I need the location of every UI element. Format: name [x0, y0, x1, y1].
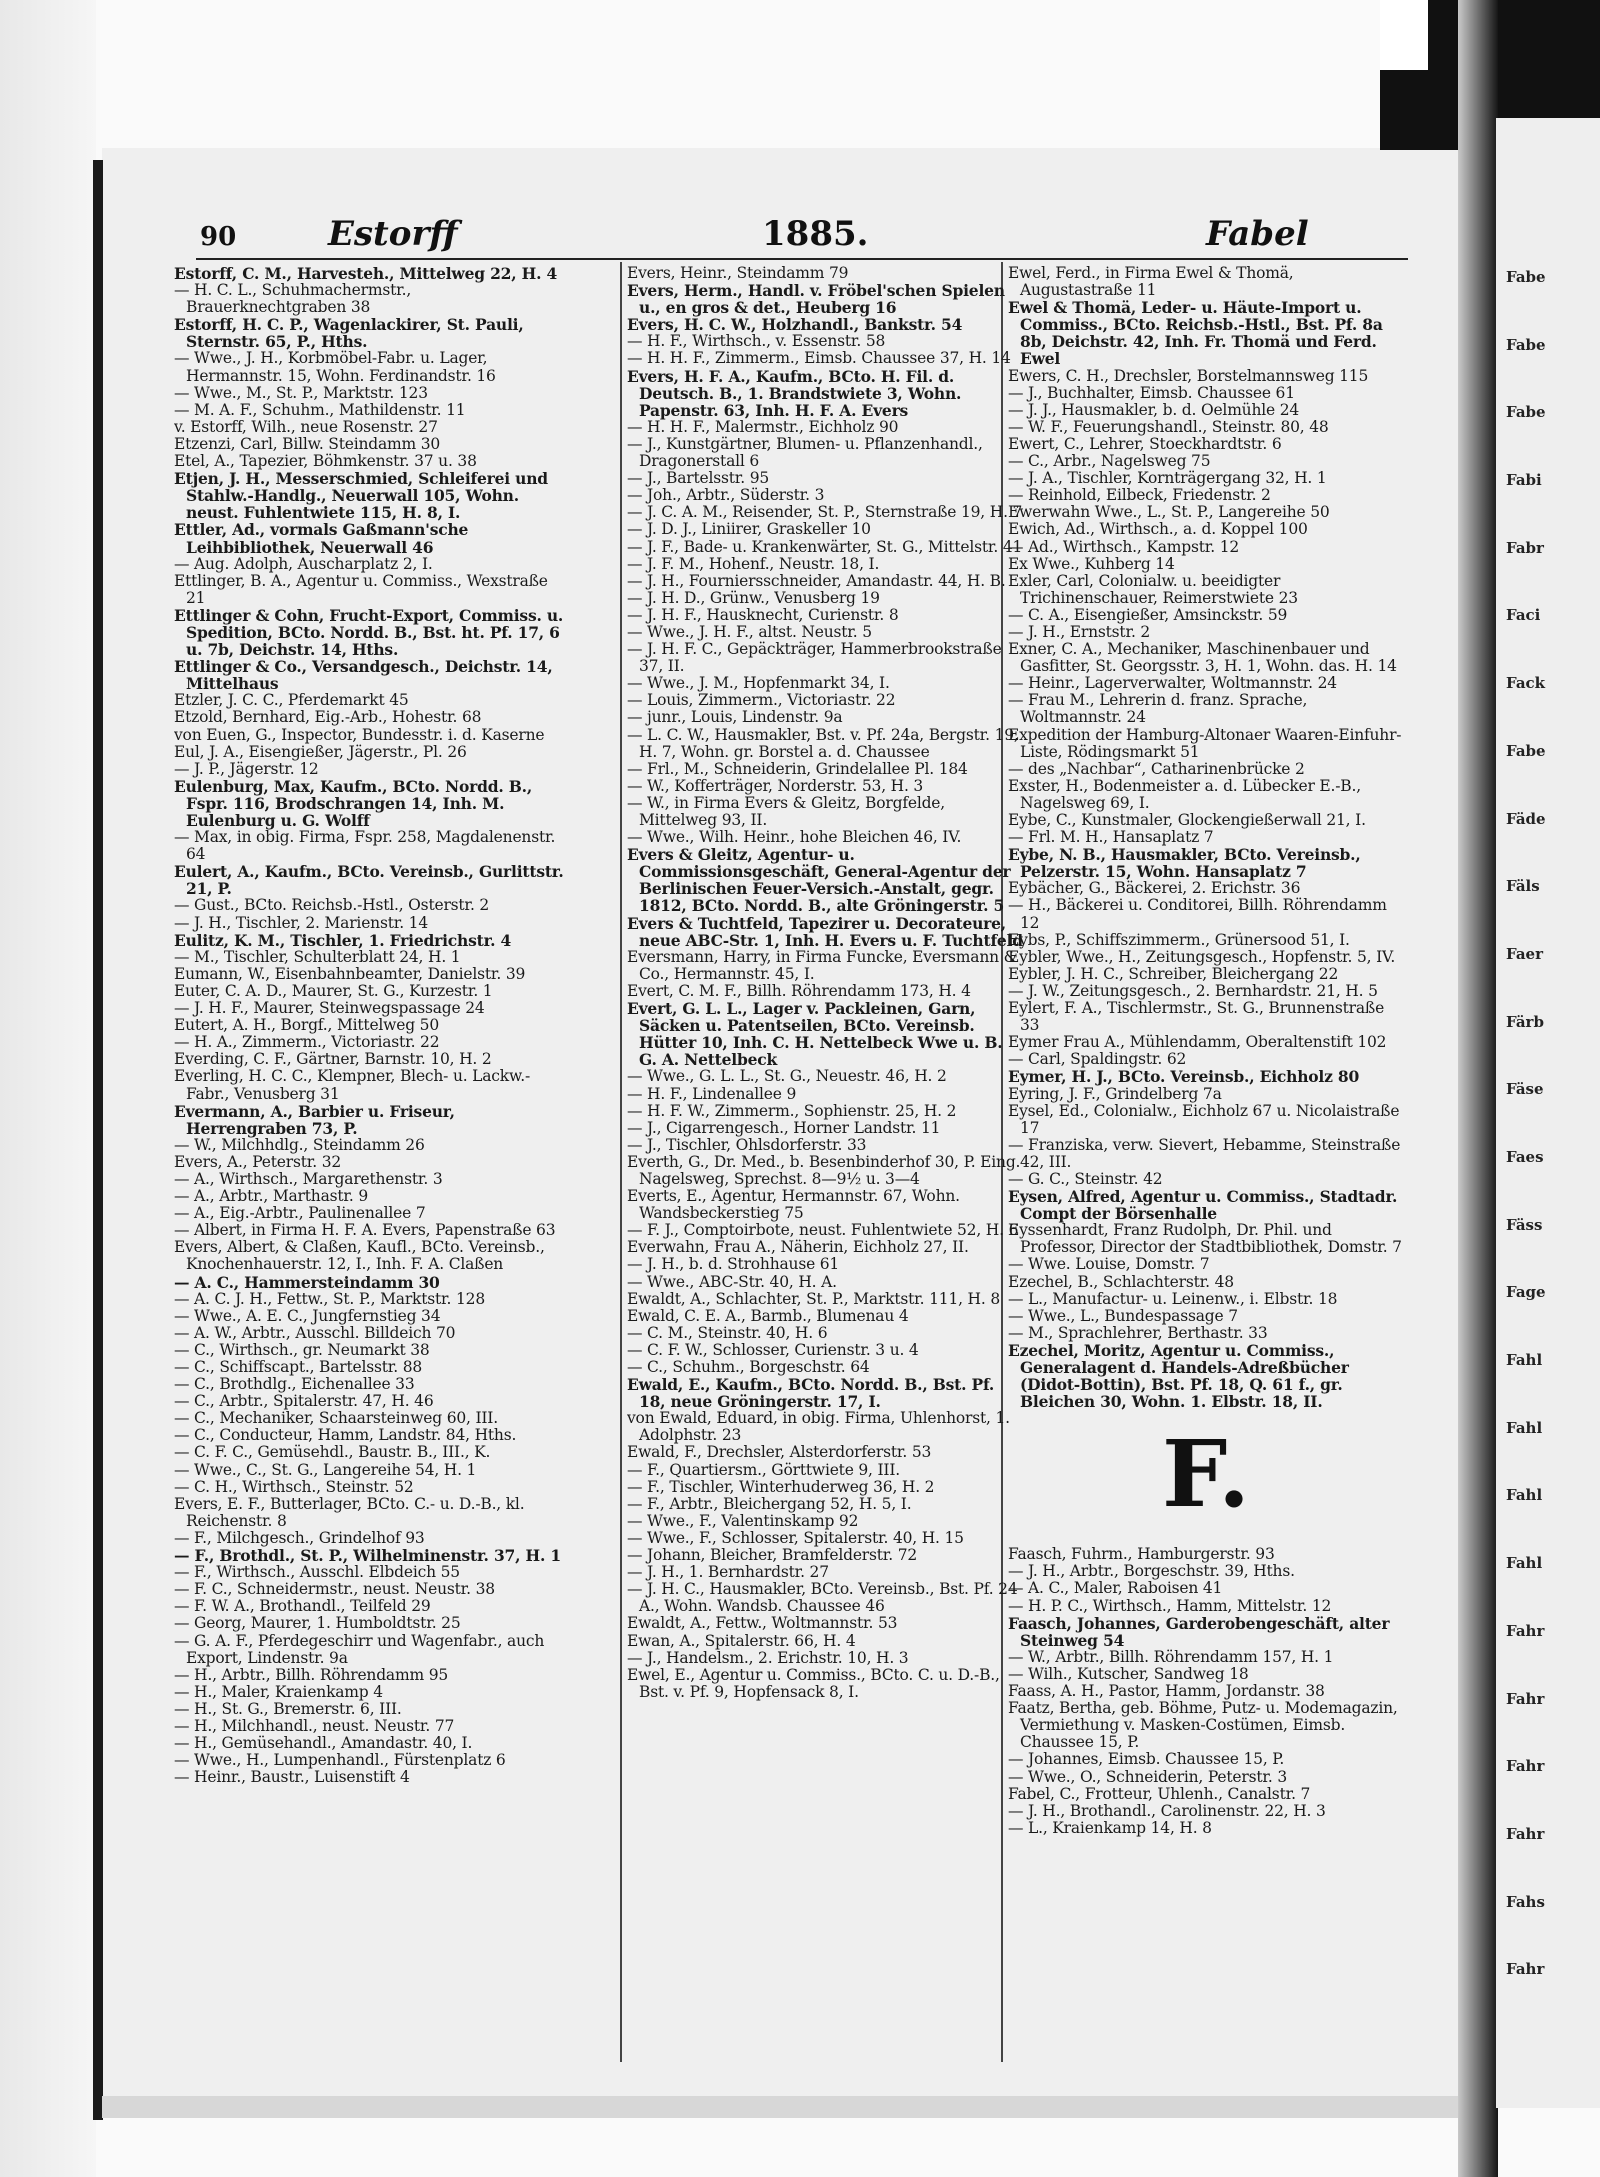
column-right — [1008, 265, 1404, 2055]
header-rule — [196, 258, 1408, 260]
directory-entry: — W., Milchhdlg., Steindamm 26 — [174, 1135, 425, 1154]
directory-entry: — M. A. F., Schuhm., Mathildenstr. 11 — [174, 400, 466, 419]
book-gutter — [1458, 0, 1498, 2177]
directory-entry: Evert, C. M. F., Billh. Röhrendamm 173, H. 4 — [627, 981, 971, 1000]
directory-entry: — J. P., Jägerstr. 12 — [174, 759, 319, 778]
directory-entry: — G. C., Steinstr. 42 — [1008, 1169, 1163, 1188]
directory-entry: Eul, J. A., Eisengießer, Jägerstr., Pl. 26 — [174, 742, 467, 761]
directory-entry: — J. H., b. d. Strohhause 61 — [627, 1255, 840, 1274]
directory-entry: — C. F. W., Schlosser, Curienstr. 3 u. 4 — [627, 1340, 919, 1359]
facing-page-fragment: Faes — [1506, 1148, 1544, 1166]
directory-entry: — F., Arbtr., Bleichergang 52, H. 5, I. — [627, 1494, 912, 1513]
directory-entry: — J. H. D., Grünw., Venusberg 19 — [627, 588, 880, 607]
directory-entry: — H. H. F., Malermstr., Eichholz 90 — [627, 417, 899, 436]
directory-entry: — F., Quartiersm., Görttwiete 9, III. — [627, 1460, 901, 1479]
column-left — [174, 265, 570, 2055]
directory-entry: Eutert, A. H., Borgf., Mittelweg 50 — [174, 1016, 439, 1035]
directory-entry: Evers, Albert, & Claßen, Kaufl., BCto. Vereinsb., Knochenhauerstr. 12, I., Inh. F. A. Claßen — [174, 1238, 545, 1274]
directory-entry: Ezechel, B., Schlachterstr. 48 — [1008, 1272, 1234, 1291]
column-rule-1 — [620, 262, 622, 2062]
directory-entry: — C., Arbr., Nagelsweg 75 — [1008, 452, 1211, 471]
directory-entry: Ewich, Ad., Wirthsch., a. d. Koppel 100 — [1008, 520, 1308, 539]
directory-entry: Expedition der Hamburg-Altonaer Waaren-Einfuhr-Liste, Rödingsmarkt 51 — [1008, 725, 1402, 761]
directory-entry: Eybler, Wwe., H., Zeitungsgesch., Hopfenstr. 5, IV. — [1008, 947, 1396, 966]
directory-entry: Eybe, C., Kunstmaler, Glockengießerwall 21, I. — [1008, 811, 1366, 829]
directory-entry: — J. H. F., Maurer, Steinwegspassage 24 — [174, 999, 485, 1018]
directory-entry: Euter, C. A. D., Maurer, St. G., Kurzestr. 1 — [174, 981, 493, 1000]
directory-entry: — H. F. W., Zimmerm., Sophienstr. 25, H. 2 — [627, 1101, 957, 1120]
page-number: 90 — [200, 222, 237, 252]
directory-entry: — Wwe., J. H. F., altst. Neustr. 5 — [627, 622, 872, 641]
directory-entry: — J. H. F. C., Gepäckträger, Hammerbrookstraße 37, II. — [627, 640, 1002, 676]
directory-entry: — Wwe., F., Schlosser, Spitalerstr. 40, H. 15 — [627, 1528, 964, 1547]
facing-page-fragment: Fabe — [1506, 268, 1546, 286]
facing-page-fragment: Fäss — [1506, 1216, 1543, 1234]
directory-entry: — C. M., Steinstr. 40, H. 6 — [627, 1323, 828, 1342]
directory-entry: Evers & Gleitz, Agentur- u. Commissionsgeschäft, General-Agentur der Berlinischen Feuer-Versich.-Anstalt, gegr. 1812, BCto. Nordd. B., alte Gröningerstr. 5 — [627, 845, 1011, 916]
directory-entry: — F., Tischler, Winterhuderweg 36, H. 2 — [627, 1477, 935, 1496]
directory-entry: Evers, H. F. A., Kaufm., BCto. H. Fil. d. Deutsch. B., 1. Brandstwiete 3, Wohn. Papenstr. 63, Inh. H. F. A. Evers — [627, 366, 962, 420]
directory-entry: Eybächer, G., Bäckerei, 2. Erichstr. 36 — [1008, 879, 1301, 898]
directory-entry: — J. F. M., Hohenf., Neustr. 18, I. — [627, 554, 880, 573]
right-running-heading: Fabel — [1206, 214, 1309, 254]
directory-entry: — J. H. F., Hausknecht, Curienstr. 8 — [627, 605, 899, 624]
directory-entry: — junr., Louis, Lindenstr. 9a — [627, 708, 843, 727]
directory-entry: Ewerwahn Wwe., L., St. P., Langereihe 50 — [1008, 503, 1330, 522]
directory-entry: — W., Kofferträger, Norderstr. 53, H. 3 — [627, 776, 924, 795]
facing-page-fragment: Fahs — [1506, 1893, 1545, 1911]
directory-entry: — J. F., Bade- u. Krankenwärter, St. G., Mittelstr. 41 — [627, 537, 1023, 556]
directory-entry: — C. F. C., Gemüsehdl., Baustr. B., III., K. — [174, 1443, 491, 1462]
directory-entry: Ezechel, Moritz, Agentur u. Commiss., Generalagent d. Handels-Adreßbücher (Didot-Bottin), Bst. Pf. 18, Q. 61 f., gr. Bleichen 30, Wohn. 1. Elbstr. 18, II. — [1008, 1340, 1349, 1412]
directory-entry: — Georg, Maurer, 1. Humboldtstr. 25 — [174, 1614, 461, 1633]
directory-entry: Estorff, C. M., Harvesteh., Mittelweg 22, H. 4 — [174, 265, 558, 283]
directory-entry: — C., Schuhm., Borgeschstr. 64 — [627, 1358, 870, 1376]
directory-entry: — J. H., Ernststr. 2 — [1008, 622, 1151, 641]
directory-entry: Exner, C. A., Mechaniker, Maschinenbauer und Gasfitter, St. Georgsstr. 3, H. 1, Wohn. das. H. 14 — [1008, 640, 1397, 676]
directory-entry: — H. P. C., Wirthsch., Hamm, Mittelstr. 12 — [1008, 1596, 1332, 1615]
directory-entry: Eymer, H. J., BCto. Vereinsb., Eichholz 80 — [1008, 1067, 1360, 1087]
directory-entry: — Wwe., H., Lumpenhandl., Fürstenplatz 6 — [174, 1751, 506, 1770]
directory-entry: — Wwe., L., Bundespassage 7 — [1008, 1306, 1238, 1325]
directory-entry: — Wwe., J. H., Korbmöbel-Fabr. u. Lager, Hermannstr. 15, Wohn. Ferdinandstr. 16 — [174, 349, 496, 385]
directory-entry: Evers, Heinr., Steindamm 79 — [627, 265, 849, 282]
directory-entry: — J., Kunstgärtner, Blumen- u. Pflanzenhandl., Dragonerstall 6 — [627, 434, 983, 471]
directory-entry: Evers, Herm., Handl. v. Fröbel'schen Spielen u., en gros & det., Heuberg 16 — [627, 281, 1005, 318]
directory-entry: — A., Eig.-Arbtr., Paulinenallee 7 — [174, 1204, 426, 1223]
section-letter-f: F. — [1161, 1420, 1251, 1529]
directory-entry: Eymer Frau A., Mühlendamm, Oberaltenstift 102 — [1008, 1033, 1387, 1052]
directory-entry: — Albert, in Firma H. F. A. Evers, Papenstraße 63 — [174, 1221, 556, 1240]
directory-entry: Eyssenhardt, Franz Rudolph, Dr. Phil. und Professor, Director der Stadtbibliothek, Domstr. 7 — [1008, 1221, 1402, 1257]
directory-entry: — Johannes, Eimsb. Chaussee 15, P. — [1008, 1750, 1285, 1769]
directory-entry: Ewald, C. E. A., Barmb., Blumenau 4 — [627, 1306, 909, 1325]
facing-page-fragment: Fäls — [1506, 877, 1540, 895]
directory-entry: Everwahn, Frau A., Näherin, Eichholz 27, II. — [627, 1238, 969, 1257]
facing-page-fragment: Fabe — [1506, 742, 1546, 760]
directory-entry: — Wwe., O., Schneiderin, Peterstr. 3 — [1008, 1767, 1287, 1786]
directory-entry: — A. W., Arbtr., Ausschl. Billdeich 70 — [174, 1323, 456, 1342]
directory-entry: — H., Arbtr., Billh. Röhrendamm 95 — [174, 1665, 449, 1684]
directory-entry: — J., Buchhalter, Eimsb. Chaussee 61 — [1008, 383, 1295, 402]
directory-entry: — Louis, Zimmerm., Victoriastr. 22 — [627, 691, 896, 710]
directory-entry: — C., Wirthsch., gr. Neumarkt 38 — [174, 1340, 430, 1359]
directory-entry: — Wwe., Wilh. Heinr., hohe Bleichen 46, IV. — [627, 828, 962, 847]
directory-entry: — J. W., Zeitungsgesch., 2. Bernhardstr. 21, H. 5 — [1008, 981, 1378, 1000]
directory-entry: Faatz, Bertha, geb. Böhme, Putz- u. Modemagazin, Vermiethung v. Masken-Costümen, Eimsb. Chaussee 15, P. — [1008, 1699, 1398, 1752]
directory-entry: Exler, Carl, Colonialw. u. beeidigter Trichinenschauer, Reimerstwiete 23 — [1008, 571, 1298, 607]
directory-entry: — C., Schiffscapt., Bartelsstr. 88 — [174, 1358, 423, 1376]
directory-entry: — H., Milchhandl., neust. Neustr. 77 — [174, 1716, 455, 1735]
left-margin-shadow — [0, 0, 96, 2177]
directory-entry: Everling, H. C. C., Klempner, Blech- u. Lackw.-Fabr., Venusberg 31 — [174, 1067, 530, 1103]
directory-entry: — J. H., Arbtr., Borgeschstr. 39, Hths. — [1008, 1562, 1295, 1581]
directory-entry: Faasch, Fuhrm., Hamburgerstr. 93 — [1008, 1545, 1275, 1564]
directory-entry: Everding, C. F., Gärtner, Barnstr. 10, H. 2 — [174, 1050, 492, 1069]
directory-entry: Ewaldt, A., Fettw., Woltmannstr. 53 — [627, 1614, 898, 1633]
directory-entry: — Carl, Spaldingstr. 62 — [1008, 1050, 1187, 1069]
directory-entry: Faass, A. H., Pastor, Hamm, Jordanstr. 38 — [1008, 1682, 1325, 1701]
directory-entry: — J. D. J., Liniirer, Graskeller 10 — [627, 520, 871, 539]
directory-entry: — A. C. J. H., Fettw., St. P., Marktstr. 128 — [174, 1289, 485, 1308]
directory-entry: Everth, G., Dr. Med., b. Besenbinderhof 30, P. Eing. Nagelsweg, Sprechst. 8—9½ u. 3—4 — [627, 1152, 1021, 1188]
directory-entry: Ewers, C. H., Drechsler, Borstelmannsweg 115 — [1008, 366, 1369, 385]
directory-entry: — C., Conducteur, Hamm, Landstr. 84, Hths. — [174, 1426, 517, 1445]
directory-entry: Fabel, C., Frotteur, Uhlenh., Canalstr. 7 — [1008, 1784, 1311, 1803]
directory-entry: Faasch, Johannes, Garderobengeschäft, alter Steinweg 54 — [1008, 1613, 1390, 1650]
page-edge-shadow — [93, 160, 103, 2120]
directory-entry: Eybs, P., Schiffszimmerm., Grünersood 51, I. — [1008, 930, 1350, 949]
directory-entry: Ettler, Ad., vormals Gaßmann'sche Leihbibliothek, Neuerwall 46 — [174, 520, 469, 557]
directory-entry: Ewert, C., Lehrer, Stoeckhardtstr. 6 — [1008, 434, 1282, 453]
directory-entry: — L. C. W., Hausmakler, Bst. v. Pf. 24a, Bergstr. 19, H. 7, Wohn. gr. Borstel a. d. Chaussee — [627, 725, 1019, 761]
directory-entry: Everts, E., Agentur, Hermannstr. 67, Wohn. Wandsbeckerstieg 75 — [627, 1187, 960, 1223]
directory-entry: — J. J., Hausmakler, b. d. Oelmühle 24 — [1008, 400, 1300, 419]
directory-entry: — J., Bartelsstr. 95 — [627, 469, 770, 488]
directory-entry: von Ewald, Eduard, in obig. Firma, Uhlenhorst, 1. Adolphstr. 23 — [627, 1409, 1010, 1445]
year-heading: 1885. — [762, 214, 869, 254]
facing-page-fragment: Fahl — [1506, 1486, 1543, 1504]
directory-entry: Evers, E. F., Butterlager, BCto. C.- u. D.-B., kl. Reichenstr. 8 — [174, 1494, 525, 1530]
directory-entry: — Wwe., J. M., Hopfenmarkt 34, I. — [627, 674, 890, 693]
directory-entry: — Wilh., Kutscher, Sandweg 18 — [1008, 1664, 1249, 1683]
directory-entry: — W. F., Feuerungshandl., Steinstr. 80, 48 — [1008, 417, 1329, 436]
left-running-heading: Estorff — [328, 214, 458, 254]
directory-entry: — Max, in obig. Firma, Fspr. 258, Magdalenenstr. 64 — [174, 828, 556, 864]
directory-entry: Estorff, H. C. P., Wagenlackirer, St. Pauli, Sternstr. 65, P., Hths. — [174, 315, 524, 352]
facing-page-fragment: Fahl — [1506, 1351, 1543, 1369]
directory-entry: — Joh., Arbtr., Süderstr. 3 — [627, 486, 825, 505]
directory-entry: Exster, H., Bodenmeister a. d. Lübecker E.-B., Nagelsweg 69, I. — [1008, 776, 1361, 812]
directory-entry: — F., Wirthsch., Ausschl. Elbdeich 55 — [174, 1563, 460, 1582]
scanner-white-patch — [1380, 0, 1428, 70]
directory-entry: — Wwe., F., Valentinskamp 92 — [627, 1511, 859, 1530]
directory-entry: — H. A., Zimmerm., Victoriastr. 22 — [174, 1033, 440, 1052]
directory-entry: — H., St. G., Bremerstr. 6, III. — [174, 1699, 402, 1718]
directory-entry: — F. C., Schneidermstr., neust. Neustr. 38 — [174, 1580, 495, 1599]
directory-entry: — J. H., Tischler, 2. Marienstr. 14 — [174, 913, 429, 932]
directory-entry: Ewald, E., Kaufm., BCto. Nordd. B., Bst. Pf. 18, neue Gröningerstr. 17, I. — [627, 1375, 995, 1412]
directory-entry: — Frau M., Lehrerin d. franz. Sprache, Woltmannstr. 24 — [1008, 691, 1308, 727]
facing-page-fragment: Fäde — [1506, 810, 1546, 828]
directory-entry: — F., Milchgesch., Grindelhof 93 — [174, 1528, 425, 1547]
directory-entry: — Wwe. Louise, Domstr. 7 — [1008, 1255, 1210, 1274]
directory-entry: — J. H., Fourniersschneider, Amandastr. 44, H. B. — [627, 571, 1006, 590]
directory-entry: — A. C., Hammersteindamm 30 — [174, 1272, 440, 1292]
directory-entry: Ewald, F., Drechsler, Alsterdorferstr. 53 — [627, 1443, 932, 1462]
directory-entry: Ettlinger & Cohn, Frucht-Export, Commiss. u. Spedition, BCto. Nordd. B., Bst. ht. Pf. 17, 6 u. 7b, Deichstr. 14, Hths. — [174, 605, 564, 660]
facing-page-fragment: Fahr — [1506, 1690, 1545, 1708]
directory-entry: — des „Nachbar“, Catharinenbrücke 2 — [1008, 759, 1305, 778]
directory-entry: — C., Mechaniker, Schaarsteinweg 60, III. — [174, 1409, 498, 1428]
directory-entry: — J., Cigarrengesch., Horner Landstr. 11 — [627, 1118, 941, 1137]
directory-entry: Eulert, A., Kaufm., BCto. Vereinsb., Gurlittstr. 21, P. — [174, 862, 564, 899]
facing-page-fragment: Fahr — [1506, 1825, 1545, 1843]
directory-entry: — A., Arbtr., Marthastr. 9 — [174, 1187, 369, 1206]
directory-entry: — Aug. Adolph, Auscharplatz 2, I. — [174, 554, 433, 573]
directory-entry: — Heinr., Baustr., Luisenstift 4 — [174, 1768, 410, 1787]
directory-entry: Eybler, J. H. C., Schreiber, Bleichergang 22 — [1008, 964, 1339, 983]
directory-entry: — Wwe., A. E. C., Jungfernstieg 34 — [174, 1306, 441, 1325]
facing-page-fragment: Fabr — [1506, 539, 1544, 557]
directory-entry: Evers, H. C. W., Holzhandl., Bankstr. 54 — [627, 315, 963, 335]
directory-entry: — J. C. A. M., Reisender, St. P., Sternstraße 19, H. 7 — [627, 503, 1023, 522]
directory-entry: — H. C. L., Schuhmachermstr., Brauerknechtgraben 38 — [174, 281, 412, 317]
directory-entry: Etzenzi, Carl, Billw. Steindamm 30 — [174, 434, 441, 453]
facing-page-fragment: Faci — [1506, 606, 1541, 624]
directory-entry: — Heinr., Lagerverwalter, Woltmannstr. 24 — [1008, 674, 1337, 693]
directory-entry: — Reinhold, Eilbeck, Friedenstr. 2 — [1008, 486, 1271, 505]
directory-entry: Ewel, Ferd., in Firma Ewel & Thomä, Augustastraße 11 — [1008, 265, 1294, 300]
directory-entry: — Johann, Bleicher, Bramfelderstr. 72 — [627, 1546, 918, 1565]
facing-page-fragment: Faer — [1506, 945, 1543, 963]
directory-entry: Ettlinger & Co., Versandgesch., Deichstr. 14, Mittelhaus — [174, 657, 553, 694]
directory-entry: Ewel, E., Agentur u. Commiss., BCto. C. u. D.-B., Bst. v. Pf. 9, Hopfensack 8, I. — [627, 1665, 1000, 1701]
directory-entry: — C. A., Eisengießer, Amsinckstr. 59 — [1008, 605, 1288, 624]
directory-entry: Ewan, A., Spitalerstr. 66, H. 4 — [627, 1631, 856, 1650]
directory-entry: — Wwe., C., St. G., Langereihe 54, H. 1 — [174, 1460, 477, 1479]
directory-entry: Ewaldt, A., Schlachter, St. P., Marktstr. 111, H. 8 — [627, 1289, 1000, 1308]
directory-entry: — J. H., Brothandl., Carolinenstr. 22, H. 3 — [1008, 1801, 1326, 1820]
directory-entry: — Frl. M. H., Hansaplatz 7 — [1008, 828, 1214, 847]
facing-page-fragment: Fahr — [1506, 1960, 1545, 1978]
directory-entry: — L., Manufactur- u. Leinenw., i. Elbstr. 18 — [1008, 1289, 1338, 1308]
directory-entry: von Euen, G., Inspector, Bundesstr. i. d. Kaserne — [174, 725, 545, 744]
facing-page-fragment: Fabe — [1506, 403, 1546, 421]
directory-entry: — Ad., Wirthsch., Kampstr. 12 — [1008, 537, 1240, 556]
directory-entry: — Frl., M., Schneiderin, Grindelallee Pl. 184 — [627, 759, 968, 778]
directory-entry: — F. W. A., Brothandl., Teilfeld 29 — [174, 1597, 431, 1616]
directory-entry: — Wwe., ABC-Str. 40, H. A. — [627, 1272, 837, 1291]
directory-entry: Etjen, J. H., Messerschmied, Schleiferei und Stahlw.-Handlg., Neuerwall 105, Wohn. neust. Fuhlentwiete 115, H. 8, I. — [174, 469, 548, 523]
directory-entry: Ewel & Thomä, Leder- u. Häute-Import u. Commiss., BCto. Reichsb.-Hstl., Bst. Pf. 8a 8b, Deichstr. 42, Inh. Fr. Thomä und Ferd. Ewel — [1008, 298, 1383, 369]
directory-entry: Eybe, N. B., Hausmakler, BCto. Vereinsb., Pelzerstr. 15, Wohn. Hansaplatz 7 — [1008, 845, 1361, 882]
directory-entry: Eylert, F. A., Tischlermstr., St. G., Brunnenstraße 33 — [1008, 999, 1385, 1035]
facing-page-fragment: Fahl — [1506, 1554, 1543, 1572]
directory-entry: — H., Bäckerei u. Conditorei, Billh. Röhrendamm 12 — [1008, 896, 1387, 932]
facing-page-fragment: Färb — [1506, 1013, 1544, 1031]
directory-entry: Etzler, J. C. C., Pferdemarkt 45 — [174, 691, 409, 710]
directory-entry: — C. H., Wirthsch., Steinstr. 52 — [174, 1477, 414, 1496]
directory-entry: — J. A., Tischler, Kornträgergang 32, H. 1 — [1008, 469, 1327, 488]
directory-entry: — F., Brothdl., St. P., Wilhelminenstr. 37, H. 1 — [174, 1546, 561, 1566]
facing-page-fragment: Fahr — [1506, 1757, 1545, 1775]
directory-entry: — J., Tischler, Ohlsdorferstr. 33 — [627, 1135, 867, 1154]
column-middle — [627, 265, 1023, 2055]
directory-entry: — J., Handelsm., 2. Erichstr. 10, H. 3 — [627, 1648, 909, 1667]
page-bottom-edge — [102, 2096, 1480, 2118]
directory-entry: Eulitz, K. M., Tischler, 1. Friedrichstr. 4 — [174, 930, 512, 950]
directory-entry: Evermann, A., Barbier u. Friseur, Herrengraben 73, P. — [174, 1101, 455, 1138]
directory-entry: — Wwe., G. L. L., St. G., Neuestr. 46, H. 2 — [627, 1067, 947, 1086]
directory-entry: — A. C., Maler, Raboisen 41 — [1008, 1579, 1223, 1598]
directory-entry: Eysen, Alfred, Agentur u. Commiss., Stadtadr. Compt der Börsenhalle — [1008, 1187, 1398, 1224]
directory-entry: Eumann, W., Eisenbahnbeamter, Danielstr. 39 — [174, 964, 526, 983]
directory-entry: Etzold, Bernhard, Eig.-Arb., Hohestr. 68 — [174, 708, 482, 727]
directory-entry: — C., Arbtr., Spitalerstr. 47, H. 46 — [174, 1392, 434, 1411]
directory-entry: Etel, A., Tapezier, Böhmkenstr. 37 u. 38 — [174, 452, 477, 471]
directory-entry: — F. J., Comptoirbote, neust. Fuhlentwiete 52, H. 6 — [627, 1221, 1019, 1240]
directory-entry: — M., Sprachlehrer, Berthastr. 33 — [1008, 1323, 1268, 1342]
directory-entry: Eulenburg, Max, Kaufm., BCto. Nordd. B., Fspr. 116, Brodschrangen 14, Inh. M. Eulenburg u. G. Wolff — [174, 776, 533, 830]
directory-entry: — J. H. C., Hausmakler, BCto. Vereinsb., Bst. Pf. 24 A., Wohn. Wandsb. Chaussee 46 — [627, 1580, 1018, 1616]
directory-entry: — H. F., Lindenallee 9 — [627, 1084, 797, 1103]
directory-entry: — Wwe., M., St. P., Marktstr. 123 — [174, 383, 428, 402]
directory-entry: Eysel, Ed., Colonialw., Eichholz 67 u. Nicolaistraße 17 — [1008, 1101, 1400, 1137]
directory-entry: — A., Wirthsch., Margarethenstr. 3 — [174, 1169, 443, 1188]
directory-entry: Ettlinger, B. A., Agentur u. Commiss., Wexstraße 21 — [174, 571, 548, 607]
facing-page-fragment: Fahr — [1506, 1622, 1545, 1640]
facing-page-fragment: Fack — [1506, 674, 1546, 692]
directory-entry: — W., Arbtr., Billh. Röhrendamm 157, H. 1 — [1008, 1647, 1334, 1666]
directory-entry: — G. A. F., Pferdegeschirr und Wagenfabr., auch Export, Lindenstr. 9a — [174, 1631, 545, 1667]
directory-entry: Eyring, J. F., Grindelberg 7a — [1008, 1084, 1222, 1103]
directory-entry: — Gust., BCto. Reichsb.-Hstl., Osterstr. 2 — [174, 896, 490, 915]
directory-entry: Evert, G. L. L., Lager v. Packleinen, Garn, Säcken u. Patentseilen, BCto. Vereinsb. Hütter 10, Inh. C. H. Nettelbeck Wwe u. B. G. A. Nettelbeck — [627, 999, 1003, 1070]
directory-entry: — M., Tischler, Schulterblatt 24, H. 1 — [174, 947, 461, 966]
directory-entry: v. Estorff, Wilh., neue Rosenstr. 27 — [174, 417, 438, 436]
directory-entry: — H., Maler, Kraienkamp 4 — [174, 1682, 383, 1701]
directory-entry: — J. H., 1. Bernhardstr. 27 — [627, 1563, 829, 1582]
directory-entry: Ex Wwe., Kuhberg 14 — [1008, 554, 1175, 573]
directory-entry: — L., Kraienkamp 14, H. 8 — [1008, 1818, 1212, 1837]
directory-entry: — H. H. F., Zimmerm., Eimsb. Chaussee 37, H. 14 — [627, 349, 1011, 368]
facing-page-fragment: Fabi — [1506, 471, 1542, 489]
directory-entry: Evers, A., Peterstr. 32 — [174, 1152, 342, 1171]
directory-entry: — Franziska, verw. Sievert, Hebamme, Steinstraße 42, III. — [1008, 1135, 1401, 1171]
facing-page-fragment: Fahl — [1506, 1419, 1543, 1437]
facing-page-fragment: Fage — [1506, 1283, 1546, 1301]
facing-page-fragment: Fabe — [1506, 336, 1546, 354]
directory-entry: — C., Brothdlg., Eichenallee 33 — [174, 1375, 415, 1394]
facing-page-fragment: Fäse — [1506, 1080, 1544, 1098]
directory-entry: — H. F., Wirthsch., v. Essenstr. 58 — [627, 332, 886, 351]
directory-entry: Eversmann, Harry, in Firma Funcke, Eversmann & Co., Hermannstr. 45, I. — [627, 947, 1018, 983]
directory-entry: Evers & Tuchtfeld, Tapezirer u. Decorateure, neue ABC-Str. 1, Inh. H. Evers u. F. Tuchtfeld — [627, 913, 1023, 950]
directory-entry: — W., in Firma Evers & Gleitz, Borgfelde, Mittelweg 93, II. — [627, 793, 946, 829]
directory-entry: — H., Gemüsehandl., Amandastr. 40, I. — [174, 1734, 473, 1753]
